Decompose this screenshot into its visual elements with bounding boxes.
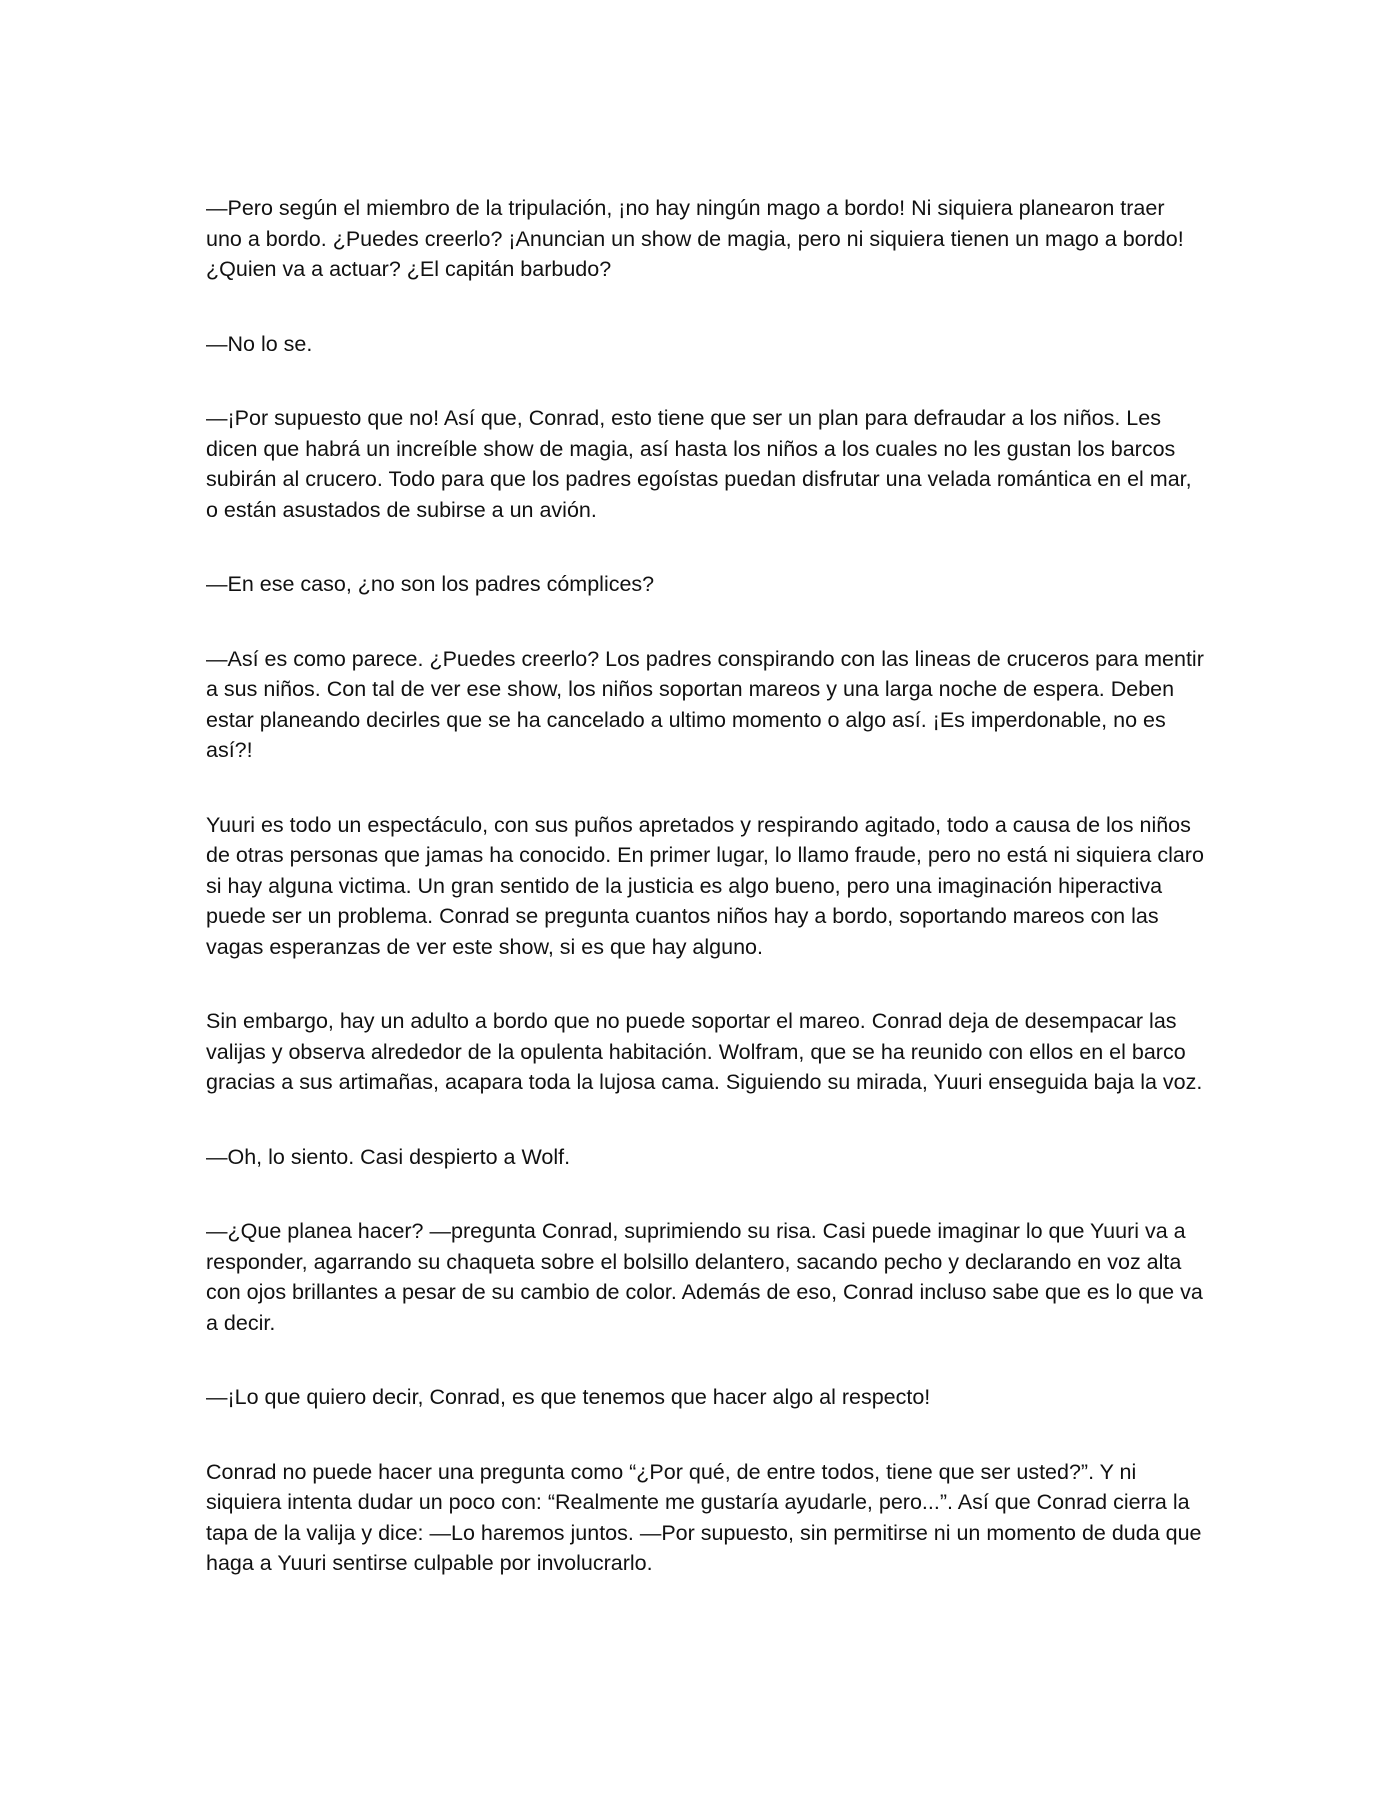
paragraph-10: —¡Lo que quiero decir, Conrad, es que tenemos que hacer algo al respecto!	[206, 1385, 931, 1409]
paragraph-11: Conrad no puede hacer una pregunta como “¿Por qué, de entre todos, tiene que ser usted?”. Y ni siquiera intenta dudar un poco con: “Realmente me gustaría ayudarle, pero...”. Así que Conrad cierra la tapa de la valija y dice: —Lo haremos juntos. —Por supuesto, sin permitirse ni un momento de duda que haga a Yuuri sentirse culpable por involucrarlo.	[206, 1459, 1202, 1575]
paragraph-5: —Así es como parece. ¿Puedes creerlo? Los padres conspirando con las lineas de cruceros para mentir a sus niños. Con tal de ver ese show, los niños soportan mareos y una larga noche de espera. Deben estar planeando decirles que se ha cancelado a ultimo momento o algo así. ¡Es imperdonable, no es así?!	[206, 646, 1204, 762]
paragraph-7: Sin embargo, hay un adulto a bordo que no puede soportar el mareo. Conrad deja de desempacar las valijas y observa alrededor de la opulenta habitación. Wolfram, que se ha reunido con ellos en el barco gracias a sus artimañas, acapara toda la lujosa cama. Siguiendo su mirada, Yuuri enseguida baja la voz.	[206, 1009, 1203, 1094]
paragraph-8: —Oh, lo siento. Casi despierto a Wolf.	[206, 1144, 571, 1169]
paragraph-3: —¡Por supuesto que no! Así que, Conrad, esto tiene que ser un plan para defraudar a los niños. Les dicen que habrá un increíble show de magia, así hasta los niños a los cuales no les gustan los barcos subirán al crucero. Todo para que los padres egoístas puedan disfrutar una velada romántica en el mar, o están asustados de subirse a un avión.	[206, 406, 1192, 522]
paragraph-1: —Pero según el miembro de la tripulación, ¡no hay ningún mago a bordo! Ni siquiera planearon traer uno a bordo. ¿Puedes creerlo? ¡Anuncian un show de magia, pero ni siquiera tienen un mago a bordo! ¿Quien va a actuar? ¿El capitán barbudo?	[206, 196, 1184, 281]
paragraph-9: —¿Que planea hacer? —pregunta Conrad, suprimiendo su risa. Casi puede imaginar lo que Yuuri va a responder, agarrando su chaqueta sobre el bolsillo delantero, sacando pecho y declarando en voz alta con ojos brillantes a pesar de su cambio de color. Además de eso, Conrad incluso sabe que es lo que va a decir.	[206, 1219, 1203, 1335]
paragraph-4: —En ese caso, ¿no son los padres cómplices?	[206, 572, 655, 596]
paragraph-2: —No lo se.	[206, 331, 313, 356]
document-text-body	[206, 193, 1206, 1623]
paragraph-6: Yuuri es todo un espectáculo, con sus puños apretados y respirando agitado, todo a causa de los niños de otras personas que jamas ha conocido. En primer lugar, lo llamo fraude, pero no está ni siquiera claro si hay alguna victima. Un gran sentido de la justicia es algo bueno, pero una imaginación hiperactiva puede ser un problema. Conrad se pregunta cuantos niños hay a bordo, soportando mareos con las vagas esperanzas de ver este show, si es que hay alguno.	[206, 812, 1204, 959]
